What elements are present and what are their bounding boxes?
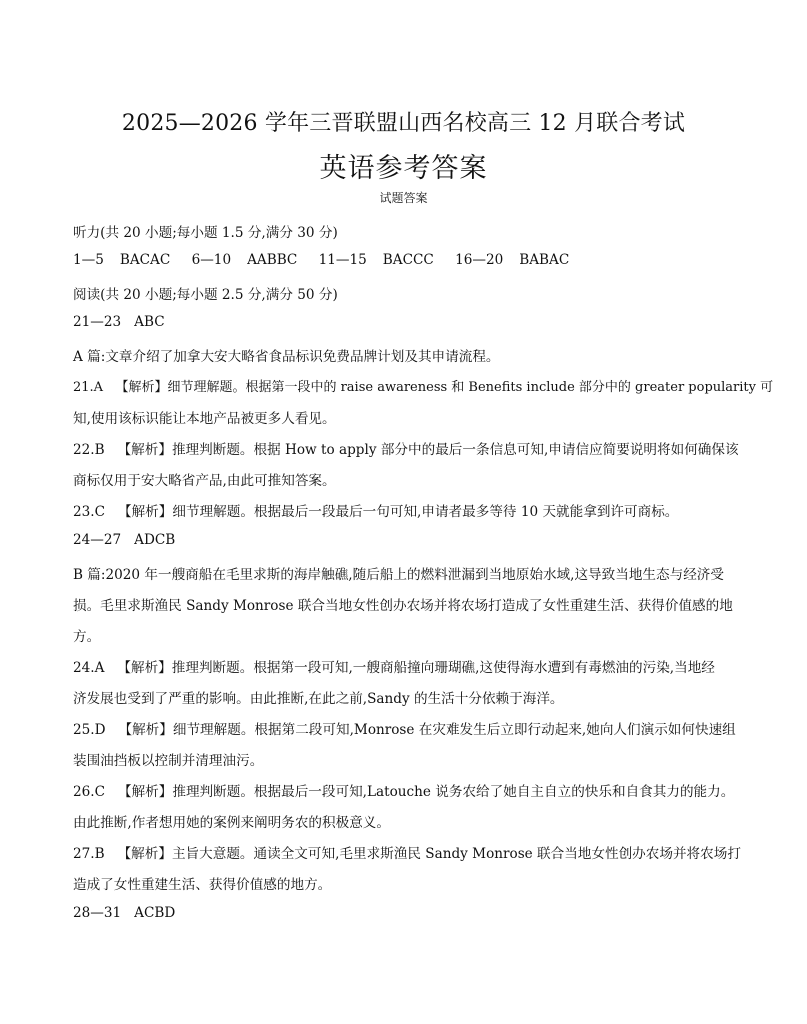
explanation-27-line1: 27.B 【解析】主旨大意题。通读全文可知,毛里求斯渔民 Sandy Monrose 联合当地女性创办农场并将农场打	[73, 846, 741, 862]
explanation-25-line1: 25.D 【解析】细节理解题。根据第二段可知,Monrose 在灾难发生后立即行动起来,她向人们演示如何快速组	[73, 722, 736, 738]
explanation-27-line2: 造成了女性重建生活、获得价值感的地方。	[73, 877, 332, 893]
reading-heading: 阅读(共 20 小题;每小题 2.5 分,满分 50 分)	[73, 287, 338, 303]
explanation-21-line2: 知,使用该标识能让本地产品被更多人看见。	[73, 411, 336, 427]
listening-heading: 听力(共 20 小题;每小题 1.5 分,满分 30 分)	[73, 225, 338, 241]
explanation-22-line1: 22.B 【解析】推理判断题。根据 How to apply 部分中的最后一条信息可知,申请信应简要说明将如何确保该	[73, 442, 739, 458]
explanation-23: 23.C 【解析】细节理解题。根据最后一段最后一句可知,申请者最多等待 10 天就能拿到许可商标。	[73, 504, 679, 520]
answer-key-title: 英语参考答案	[319, 153, 488, 184]
explanation-24-line2: 济发展也受到了严重的影响。由此推断,在此之前,Sandy 的生活十分依赖于海洋。	[73, 691, 564, 707]
passage-a-summary: A 篇:文章介绍了加拿大安大略省食品标识免费品牌计划及其申请流程。	[73, 349, 500, 365]
section-label: 试题答案	[379, 191, 428, 205]
answers-28-31: 28—31 ACBD	[73, 905, 176, 921]
answers-24-27: 24—27 ADCB	[73, 532, 176, 548]
explanation-26-line2: 由此推断,作者想用她的案例来阐明务农的积极意义。	[73, 815, 390, 831]
explanation-24-line1: 24.A 【解析】推理判断题。根据第一段可知,一艘商船撞向珊瑚礁,这使得海水遭到有毒燃油的污染,当地经	[73, 660, 715, 676]
explanation-25-line2: 装围油挡板以控制并清理油污。	[73, 753, 264, 769]
passage-b-summary-line3: 方。	[73, 629, 101, 645]
passage-b-summary-line2: 损。毛里求斯渔民 Sandy Monrose 联合当地女性创办农场并将农场打造成了女性重建生活、获得价值感的地	[73, 598, 733, 614]
exam-title: 2025—2026 学年三晋联盟山西名校高三 12 月联合考试	[121, 111, 686, 136]
explanation-22-line2: 商标仅用于安大略省产品,由此可推知答案。	[73, 473, 336, 489]
explanation-26-line1: 26.C 【解析】推理判断题。根据最后一段可知,Latouche 说务农给了她自主自立的快乐和自食其力的能力。	[73, 784, 735, 800]
answers-21-23: 21—23 ABC	[73, 314, 165, 330]
explanation-21-line1: 21.A 【解析】细节理解题。根据第一段中的 raise awareness 和 Benefits include 部分中的 greater popularity 可	[73, 380, 774, 395]
passage-b-summary-line1: B 篇:2020 年一艘商船在毛里求斯的海岸触礁,随后船上的燃料泄漏到当地原始水域,这导致当地生态与经济受	[73, 567, 724, 583]
listening-answers: 1—5 BACAC 6—10 AABBC 11—15 BACCC 16—20 BABAC	[73, 252, 570, 268]
